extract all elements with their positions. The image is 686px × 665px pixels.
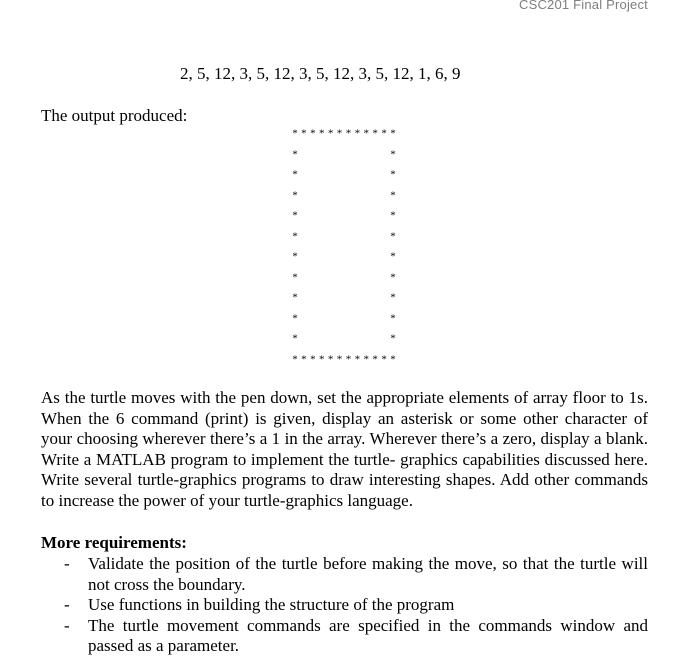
output-label: The output produced: bbox=[41, 106, 188, 125]
asterisk-mark: * bbox=[363, 353, 370, 366]
asterisk-mark: * bbox=[381, 353, 387, 366]
asterisk-mark: * bbox=[310, 353, 316, 366]
asterisk-mark: * bbox=[345, 127, 352, 140]
asterisk-mark: * bbox=[390, 333, 396, 346]
asterisk-mark: * bbox=[292, 271, 298, 284]
asterisk-mark: * bbox=[292, 230, 298, 243]
asterisk-mark: * bbox=[292, 168, 298, 181]
asterisk-mark: * bbox=[363, 127, 370, 140]
bullet-dash: - bbox=[64, 615, 70, 635]
asterisk-mark: * bbox=[318, 127, 325, 140]
asterisk-mark: * bbox=[301, 353, 307, 366]
asterisk-mark: * bbox=[390, 189, 396, 202]
asterisk-mark: * bbox=[310, 127, 316, 140]
command-sequence: 2, 5, 12, 3, 5, 12, 3, 5, 12, 3, 5, 12, 1, 6, 9 bbox=[180, 64, 461, 83]
requirement-item bbox=[41, 616, 648, 657]
asterisk-mark: * bbox=[354, 353, 361, 366]
asterisk-mark: * bbox=[292, 353, 298, 366]
asterisk-mark: * bbox=[336, 353, 343, 366]
asterisk-mark: * bbox=[354, 127, 361, 140]
bullet-dash: - bbox=[64, 554, 70, 573]
asterisk-mark: * bbox=[390, 312, 396, 325]
asterisk-mark: * bbox=[390, 353, 396, 366]
asterisk-mark: * bbox=[345, 353, 352, 366]
asterisk-mark: * bbox=[327, 127, 334, 140]
more-requirements-title: More requirements: bbox=[41, 533, 187, 552]
instructions-paragraph: As the turtle moves with the pen down, set the appropriate elements of array floor to 1s. When the 6 command (print) is given, display an asterisk or some other character of your choosing wherever there’s a 1 in the array. Wherever there’s a zero, display a blank. Write a MATLAB program to implement the turtle- graphics capabilities discussed here. Write several turtle-graphics programs to draw interesting shapes. Add other commands to increase the power of your turtle-graphics language. bbox=[41, 388, 648, 510]
asterisk-mark: * bbox=[390, 209, 396, 222]
asterisk-mark: * bbox=[292, 148, 298, 161]
asterisk-mark: * bbox=[381, 127, 387, 140]
asterisk-mark: * bbox=[390, 168, 396, 181]
asterisk-mark: * bbox=[390, 292, 396, 305]
turtle-output-grid bbox=[289, 128, 399, 364]
asterisk-mark: * bbox=[301, 127, 307, 140]
requirement-text: Use functions in building the structure of the program bbox=[88, 595, 455, 615]
asterisk-mark: * bbox=[390, 271, 396, 284]
asterisk-mark: * bbox=[390, 127, 396, 140]
asterisk-mark: * bbox=[292, 333, 298, 346]
asterisk-mark: * bbox=[292, 250, 298, 263]
bullet-dash: - bbox=[64, 595, 70, 615]
requirement-item bbox=[41, 595, 648, 616]
asterisk-mark: * bbox=[292, 292, 298, 305]
asterisk-mark: * bbox=[372, 127, 378, 140]
asterisk-mark: * bbox=[390, 148, 396, 161]
asterisk-mark: * bbox=[336, 127, 343, 140]
requirement-text: The turtle movement commands are specified in the commands window and passed as a parameter. bbox=[88, 615, 648, 656]
asterisk-mark: * bbox=[292, 189, 298, 202]
requirement-text: Validate the position of the turtle before making the move, so that the turtle will not cross the boundary. bbox=[88, 554, 648, 594]
asterisk-mark: * bbox=[292, 312, 298, 325]
asterisk-mark: * bbox=[327, 353, 334, 366]
asterisk-mark: * bbox=[372, 353, 378, 366]
requirement-item bbox=[41, 554, 648, 595]
asterisk-mark: * bbox=[292, 209, 298, 222]
asterisk-mark: * bbox=[390, 230, 396, 243]
header-title: CSC201 Final Project bbox=[519, 0, 648, 12]
asterisk-mark: * bbox=[390, 250, 396, 263]
requirements-list bbox=[41, 554, 648, 657]
asterisk-mark: * bbox=[292, 127, 298, 140]
asterisk-mark: * bbox=[318, 353, 325, 366]
